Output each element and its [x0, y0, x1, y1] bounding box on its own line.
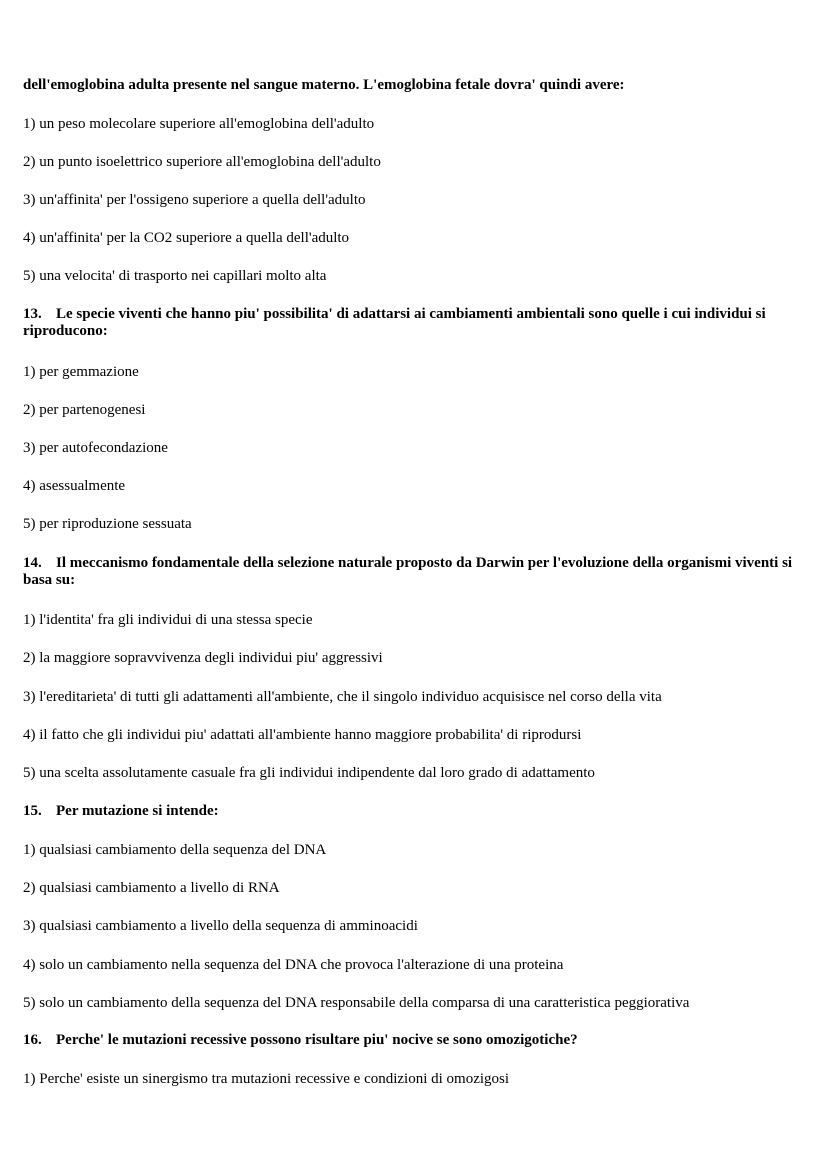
question-15-number: 15.: [23, 803, 42, 819]
q15-option-5: 5) solo un cambiamento della sequenza del DNA responsabile della comparsa di una caratteristica peggiorativa: [23, 995, 690, 1011]
question-16-text: Perche' le mutazioni recessive possono risultare piu' nocive se sono omozigotiche?: [56, 1032, 578, 1048]
q12-option-1: 1) un peso molecolare superiore all'emoglobina dell'adulto: [23, 116, 375, 132]
question-16: [23, 1032, 811, 1049]
question-16-number: 16.: [23, 1032, 42, 1048]
q13-option-5: 5) per riproduzione sessuata: [23, 516, 192, 532]
q14-option-4: 4) il fatto che gli individui piu' adattati all'ambiente hanno maggiore probabilita' di riprodursi: [23, 727, 582, 743]
q13-option-4: 4) asessualmente: [23, 478, 126, 494]
q12-option-2: 2) un punto isoelettrico superiore all'emoglobina dell'adulto: [23, 154, 381, 170]
question-15: [23, 803, 811, 820]
q15-option-1: 1) qualsiasi cambiamento della sequenza del DNA: [23, 842, 327, 858]
q12-option-5: 5) una velocita' di trasporto nei capillari molto alta: [23, 268, 327, 284]
intro-question-line: dell'emoglobina adulta presente nel sangue materno. L'emoglobina fetale dovra' quindi avere:: [23, 77, 625, 93]
question-14: [23, 555, 811, 589]
q15-option-2: 2) qualsiasi cambiamento a livello di RNA: [23, 880, 280, 896]
q12-option-3: 3) un'affinita' per l'ossigeno superiore a quella dell'adulto: [23, 192, 366, 208]
q14-option-5: 5) una scelta assolutamente casuale fra gli individui indipendente dal loro grado di adattamento: [23, 765, 595, 781]
q13-option-3: 3) per autofecondazione: [23, 440, 168, 456]
q16-option-1: 1) Perche' esiste un sinergismo tra mutazioni recessive e condizioni di omozigosi: [23, 1071, 510, 1087]
q15-option-3: 3) qualsiasi cambiamento a livello della sequenza di amminoacidi: [23, 918, 418, 934]
q14-option-2: 2) la maggiore sopravvivenza degli individui piu' aggressivi: [23, 650, 383, 666]
q13-option-1: 1) per gemmazione: [23, 364, 139, 380]
question-15-text: Per mutazione si intende:: [56, 803, 219, 819]
q12-option-4: 4) un'affinita' per la CO2 superiore a quella dell'adulto: [23, 230, 350, 246]
q14-option-3: 3) l'ereditarieta' di tutti gli adattamenti all'ambiente, che il singolo individuo acquisisce nel corso della vita: [23, 689, 662, 705]
q13-option-2: 2) per partenogenesi: [23, 402, 146, 418]
question-14-number: 14.: [23, 555, 42, 571]
question-13-number: 13.: [23, 306, 42, 322]
question-13: [23, 306, 811, 340]
question-14-text: Il meccanismo fondamentale della selezione naturale proposto da Darwin per l'evoluzione della organismi viventi si basa su:: [23, 555, 793, 588]
question-13-text: Le specie viventi che hanno piu' possibilita' di adattarsi ai cambiamenti ambientali sono quelle i cui individui si riproducono:: [23, 306, 766, 339]
q15-option-4: 4) solo un cambiamento nella sequenza del DNA che provoca l'alterazione di una proteina: [23, 957, 564, 973]
q14-option-1: 1) l'identita' fra gli individui di una stessa specie: [23, 612, 313, 628]
